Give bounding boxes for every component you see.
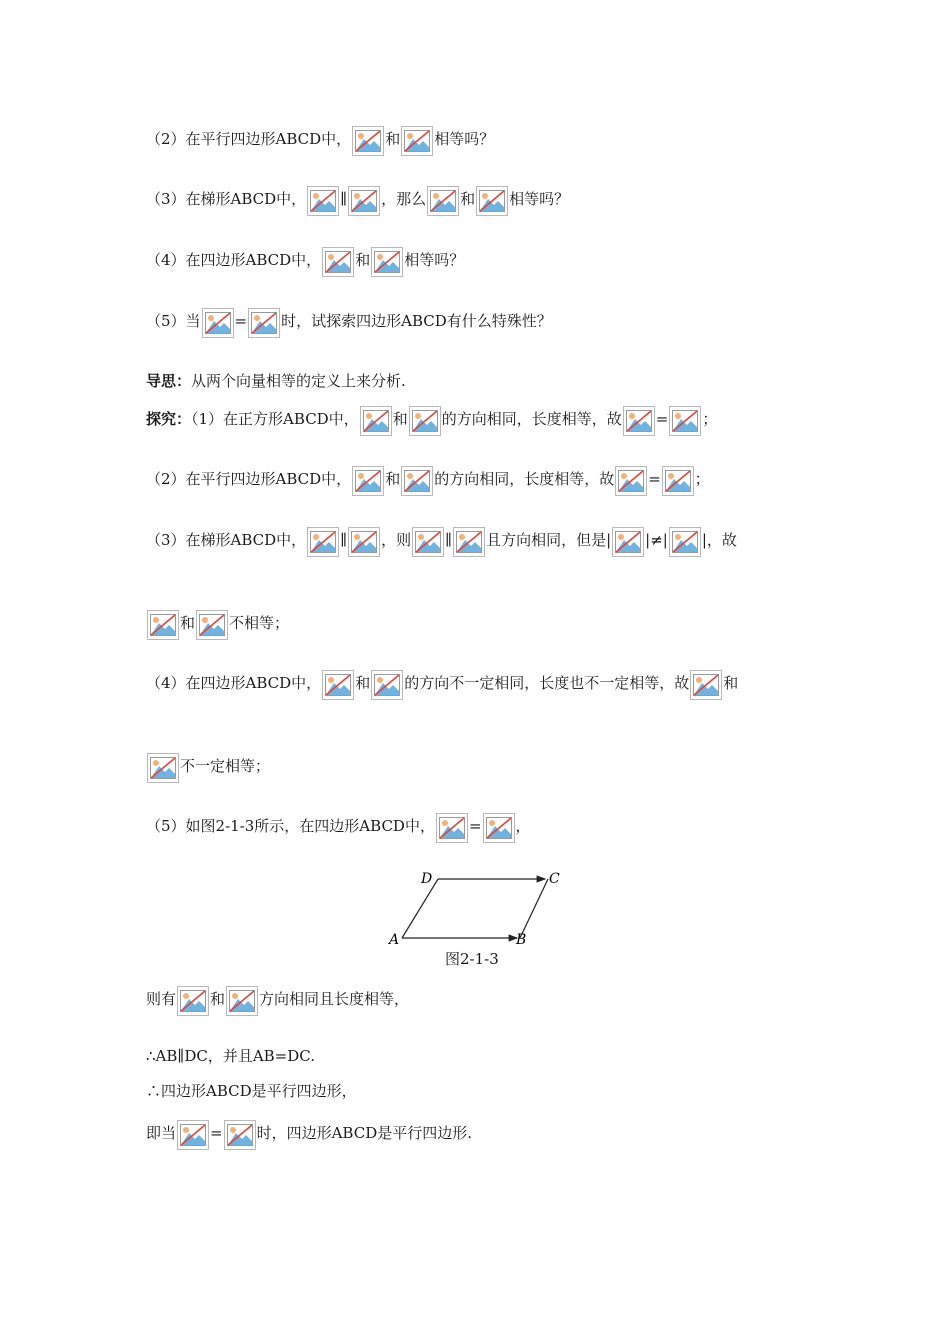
vector-image [177,986,209,1016]
vector-image [224,1120,256,1150]
label-C: C [549,871,560,887]
tanjiu-line-4b: 不一定相等； [146,753,270,783]
vector-image [248,308,280,338]
vector-image [409,406,441,436]
vector-image [690,670,722,700]
tanjiu-line-1: 探究：（1）在正方形ABCD中， 和 的方向相同，长度相等，故 = ； [146,406,717,436]
question-line-3: （3）在梯形ABCD中， ∥ ，那么 和 相等吗？ [146,186,569,216]
vector-image [348,527,380,557]
vector-image [307,186,339,216]
vector-image [662,466,694,496]
vector-image [436,813,468,843]
conclusion-line-3: ∴四边形ABCD是平行四边形， [146,1082,357,1100]
vector-image [147,610,179,640]
conclusion-line-4: 即当 = 时，四边形ABCD是平行四边形. [146,1120,472,1150]
vector-image [352,126,384,156]
edge-BC [520,879,548,938]
tanjiu-label: 探究： [146,410,192,428]
vector-image [226,986,258,1016]
conclusion-line-1: 则有 和 方向相同且长度相等， [146,986,409,1016]
question-line-2: （2）在平行四边形ABCD中， 和 相等吗？ [146,126,494,156]
vector-image [412,527,444,557]
vector-image [612,527,644,557]
conclusion-line-2: ∴AB∥DC，并且AB=DC. [146,1047,315,1065]
tanjiu-line-4: （4）在四边形ABCD中， 和 的方向不一定相同，长度也不一定相等，故 和 [146,670,738,700]
daosi-line: 导思：从两个向量相等的定义上来分析. [146,372,406,390]
vector-image [401,126,433,156]
vector-image [427,186,459,216]
vector-image [360,406,392,436]
parallelogram-figure [380,860,570,954]
vector-image [202,308,234,338]
daosi-label: 导思： [146,372,192,390]
tanjiu-line-3b: 和 不相等； [146,610,289,640]
label-A: A [389,932,400,948]
vector-image [483,813,515,843]
question-line-5: （5）当 = 时，试探索四边形ABCD有什么特殊性？ [146,308,552,338]
vector-image [623,406,655,436]
label-D: D [421,871,433,887]
vector-image [352,466,384,496]
vector-image [476,186,508,216]
vector-image [615,466,647,496]
vector-image [401,466,433,496]
vector-image [307,527,339,557]
vector-image [669,527,701,557]
vector-image [371,247,403,277]
vector-image [348,186,380,216]
vector-image [669,406,701,436]
label-B: B [516,932,527,948]
vector-image [322,670,354,700]
question-line-4: （4）在四边形ABCD中， 和 相等吗？ [146,247,464,277]
tanjiu-line-5: （5）如图2-1-3所示，在四边形ABCD中， = ， [146,813,531,843]
tanjiu-line-2: （2）在平行四边形ABCD中， 和 的方向相同，长度相等，故 = ； [146,466,710,496]
vector-image [453,527,485,557]
figure-caption: 图2-1-3 [445,950,499,968]
vector-image [371,670,403,700]
vector-image [196,610,228,640]
edge-AD [402,879,438,938]
vector-image [147,753,179,783]
tanjiu-line-3: （3）在梯形ABCD中， ∥ ，则 ∥ 且方向相同，但是| |≠| |，故 [146,527,737,557]
vector-image [177,1120,209,1150]
vector-image [322,247,354,277]
